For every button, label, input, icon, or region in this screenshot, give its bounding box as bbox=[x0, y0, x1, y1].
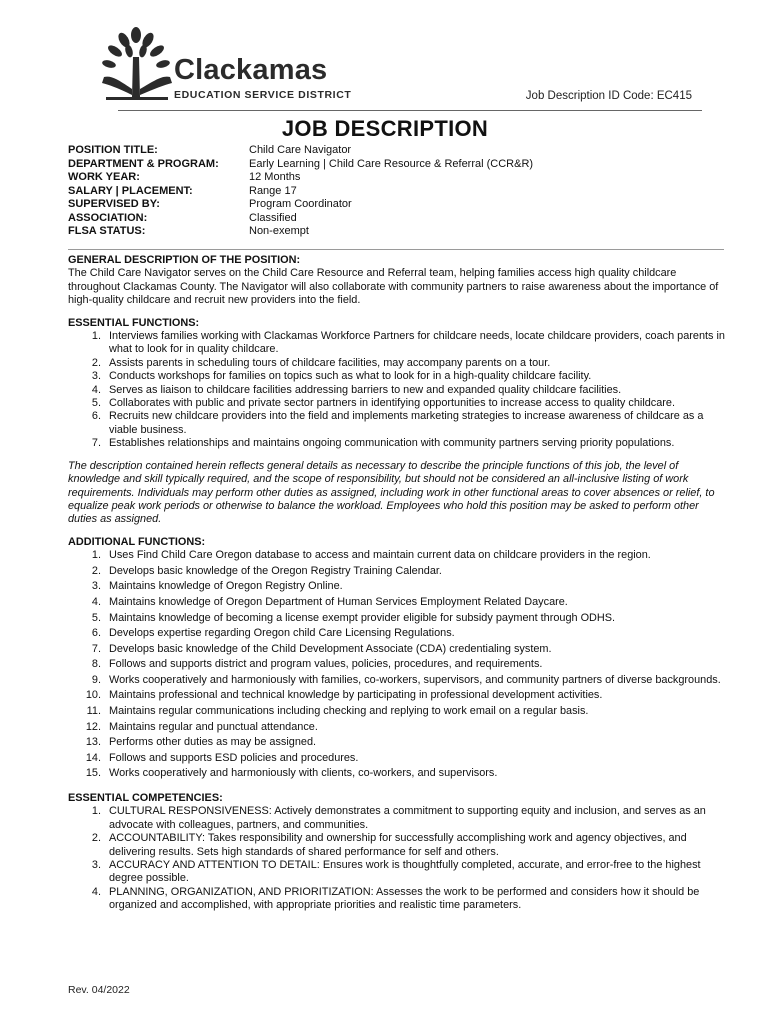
list-item-text: Maintains knowledge of Oregon Registry Online. bbox=[109, 580, 343, 593]
job-description-id: Job Description ID Code: EC415 bbox=[525, 90, 692, 102]
list-item-text: Serves as liaison to childcare facilities addressing barriers to new and expanded quality childcare facilities. bbox=[109, 383, 622, 396]
list-item-number: 4. bbox=[91, 383, 101, 396]
info-label: SALARY | PLACEMENT: bbox=[68, 184, 193, 197]
list-item-number: 2. bbox=[91, 564, 101, 577]
logo-subtitle: EDUCATION SERVICE DISTRICT bbox=[174, 89, 352, 101]
list-item-number: 5. bbox=[91, 397, 101, 410]
list-item bbox=[68, 674, 728, 687]
info-row bbox=[68, 198, 533, 212]
list-item bbox=[68, 596, 728, 609]
position-info-table bbox=[68, 144, 533, 239]
list-item bbox=[68, 370, 728, 383]
list-item-text: PLANNING, ORGANIZATION, AND PRIORITIZATION: Assesses the work to be performed and considers how it should be organized and accomplished, with appropriate priorities and realistic time parameters. bbox=[109, 885, 700, 912]
info-row bbox=[68, 185, 533, 199]
logo-name: Clackamas bbox=[174, 54, 328, 86]
tree-hands-icon bbox=[98, 27, 176, 103]
essential-competencies-heading: ESSENTIAL COMPETENCIES: bbox=[68, 792, 223, 805]
list-item bbox=[68, 330, 728, 357]
list-item bbox=[68, 658, 728, 671]
list-item-number: 2. bbox=[91, 356, 101, 369]
info-label: FLSA STATUS: bbox=[68, 225, 146, 237]
list-item-text: Assists parents in scheduling tours of childcare facilities, may accompany parents on a tour. bbox=[109, 356, 551, 369]
list-item-text: Maintains knowledge of becoming a license exempt provider eligible for subsidy payment through ODHS. bbox=[109, 611, 616, 624]
page-title: JOB DESCRIPTION bbox=[281, 116, 489, 141]
general-description-heading: GENERAL DESCRIPTION OF THE POSITION: bbox=[68, 254, 301, 266]
list-item-text: Collaborates with public and private sector partners in identifying opportunities to increase access to quality childcare. bbox=[109, 397, 676, 410]
list-item-number: 1. bbox=[91, 549, 101, 562]
essential-competencies-list bbox=[68, 805, 728, 912]
document-body bbox=[68, 254, 728, 913]
list-item-number: 4. bbox=[91, 885, 101, 898]
list-item-text: Works cooperatively and harmoniously with clients, co-workers, and supervisors. bbox=[109, 767, 498, 780]
list-item-text: Conducts workshops for families on topics such as what to look for in a high-quality childcare facility. bbox=[109, 370, 592, 383]
general-description-text: The Child Care Navigator serves on the Child Care Resource and Referral team, helping families access high quality childcare throughout Clackamas County. The Navigator will also collaborate with community partners to raise awareness about the importance of high-quality childcare and recruit new providers into the field. bbox=[68, 267, 719, 307]
list-item bbox=[68, 410, 728, 437]
list-item-text: Develops expertise regarding Oregon child Care Licensing Regulations. bbox=[109, 627, 455, 640]
essential-functions-heading: ESSENTIAL FUNCTIONS: bbox=[68, 316, 200, 329]
list-item-number: 3. bbox=[91, 859, 101, 872]
list-item-text: ACCURACY AND ATTENTION TO DETAIL: Ensures work is thoughtfully completed, accurate, and error-free to the highest degree possible. bbox=[109, 859, 701, 885]
info-label: DEPARTMENT & PROGRAM: bbox=[68, 157, 219, 170]
list-item bbox=[68, 805, 728, 832]
list-item bbox=[68, 627, 728, 640]
list-item-text: Works cooperatively and harmoniously with families, co-workers, supervisors, and community partners of diverse backgrounds. bbox=[109, 673, 721, 686]
additional-functions-list bbox=[68, 549, 728, 781]
list-item-number: 7. bbox=[91, 642, 101, 655]
list-item-number: 2. bbox=[91, 832, 101, 845]
info-value: Range 17 bbox=[249, 184, 297, 197]
list-item-text: Develops basic knowledge of the Oregon Registry Training Calendar. bbox=[109, 564, 442, 577]
list-item-number: 1. bbox=[91, 805, 101, 818]
list-item bbox=[68, 643, 728, 656]
info-row bbox=[68, 144, 533, 158]
list-item-text: Uses Find Child Care Oregon database to access and maintain current data on childcare providers in the region. bbox=[109, 549, 651, 562]
info-label: WORK YEAR: bbox=[68, 171, 140, 183]
revision-date: Rev. 04/2022 bbox=[68, 984, 130, 996]
info-value: 12 Months bbox=[249, 171, 301, 183]
list-item-text: CULTURAL RESPONSIVENESS: Actively demonstrates a commitment to supporting equity and inclusion, and serves as an advocate with colleagues, partners, and communities. bbox=[109, 805, 706, 831]
list-item-number: 6. bbox=[91, 627, 101, 640]
list-item-number: 6. bbox=[91, 410, 101, 423]
list-item-text: Maintains regular and punctual attendance. bbox=[109, 720, 318, 733]
list-item bbox=[68, 736, 728, 749]
info-value: Child Care Navigator bbox=[249, 144, 352, 156]
list-item-text: Maintains professional and technical knowledge by participating in professional development activities. bbox=[109, 689, 603, 702]
section-divider bbox=[68, 249, 724, 250]
info-label: POSITION TITLE: bbox=[68, 144, 158, 156]
info-label: SUPERVISED BY: bbox=[68, 198, 160, 210]
list-item-number: 3. bbox=[91, 580, 101, 593]
list-item-text: ACCOUNTABILITY: Takes responsibility and ownership for successfully accomplishing work and agency objectives, and delivering results. Sets high standards of shared performance for self and others. bbox=[109, 832, 687, 858]
info-value: Program Coordinator bbox=[249, 198, 352, 210]
list-item bbox=[68, 767, 728, 780]
list-item bbox=[68, 859, 728, 886]
list-item-number: 15. bbox=[85, 767, 101, 780]
list-item-number: 10. bbox=[85, 689, 101, 702]
list-item-text: Establishes relationships and maintains ongoing communication with community partners serving priority populations. bbox=[109, 437, 675, 450]
list-item-number: 3. bbox=[91, 370, 101, 383]
list-item-number: 1. bbox=[91, 330, 101, 343]
disclaimer-text: The description contained herein reflects general details as necessary to describe the principle functions of this job, the level of knowledge and skill typically required, and the scope of responsibility, but should not be considered an all-inclusive listing of work requirements. Individuals may perform other duties as assigned, including work in other functional areas to cover absences or relief, to equalize peak work periods or otherwise to balance the workload. Employees who hold this position may be asked to perform other duties as assigned. bbox=[68, 459, 715, 526]
list-item bbox=[68, 549, 728, 562]
list-item-number: 5. bbox=[91, 611, 101, 624]
list-item-number: 14. bbox=[85, 751, 101, 764]
list-item bbox=[68, 384, 728, 397]
info-row bbox=[68, 212, 533, 226]
essential-functions-list bbox=[68, 330, 728, 451]
list-item bbox=[68, 580, 728, 593]
list-item bbox=[68, 397, 728, 410]
list-item bbox=[68, 832, 728, 859]
list-item bbox=[68, 689, 728, 702]
list-item bbox=[68, 565, 728, 578]
list-item-text: Develops basic knowledge of the Child Development Associate (CDA) credentialing system. bbox=[109, 642, 552, 655]
additional-functions-heading: ADDITIONAL FUNCTIONS: bbox=[68, 535, 206, 548]
list-item bbox=[68, 705, 728, 718]
info-label: ASSOCIATION: bbox=[68, 211, 148, 224]
list-item bbox=[68, 357, 728, 370]
list-item-number: 7. bbox=[91, 437, 101, 450]
info-row bbox=[68, 171, 533, 185]
info-row bbox=[68, 158, 533, 172]
list-item-number: 9. bbox=[91, 673, 101, 686]
info-value: Classified bbox=[249, 211, 297, 224]
info-value: Non-exempt bbox=[249, 225, 309, 237]
list-item-text: Follows and supports ESD policies and procedures. bbox=[109, 751, 359, 764]
list-item bbox=[68, 886, 728, 913]
list-item-number: 8. bbox=[91, 658, 101, 671]
list-item-number: 12. bbox=[85, 720, 101, 733]
list-item bbox=[68, 752, 728, 765]
list-item-text: Maintains knowledge of Oregon Department of Human Services Employment Related Daycare. bbox=[109, 595, 568, 608]
list-item-text: Performs other duties as may be assigned. bbox=[109, 736, 317, 749]
list-item bbox=[68, 437, 728, 450]
list-item-text: Recruits new childcare providers into the field and implements marketing strategies to increase awareness of childcare as a viable business. bbox=[109, 410, 704, 436]
info-row bbox=[68, 225, 533, 239]
list-item bbox=[68, 612, 728, 625]
list-item-text: Follows and supports district and program values, policies, procedures, and requirements. bbox=[109, 658, 543, 671]
list-item-number: 11. bbox=[86, 705, 101, 718]
header-divider bbox=[118, 110, 702, 111]
list-item-number: 4. bbox=[91, 595, 101, 608]
list-item-text: Maintains regular communications including checking and replying to work email on a regular basis. bbox=[109, 705, 589, 718]
list-item bbox=[68, 721, 728, 734]
list-item-text: Interviews families working with Clackamas Workforce Partners for childcare needs, locate childcare providers, coach parents in what to look for in quality childcare. bbox=[109, 330, 725, 356]
list-item-number: 13. bbox=[85, 736, 101, 749]
clackamas-esd-logo bbox=[98, 27, 352, 103]
info-value: Early Learning | Child Care Resource & Referral (CCR&R) bbox=[249, 157, 534, 170]
